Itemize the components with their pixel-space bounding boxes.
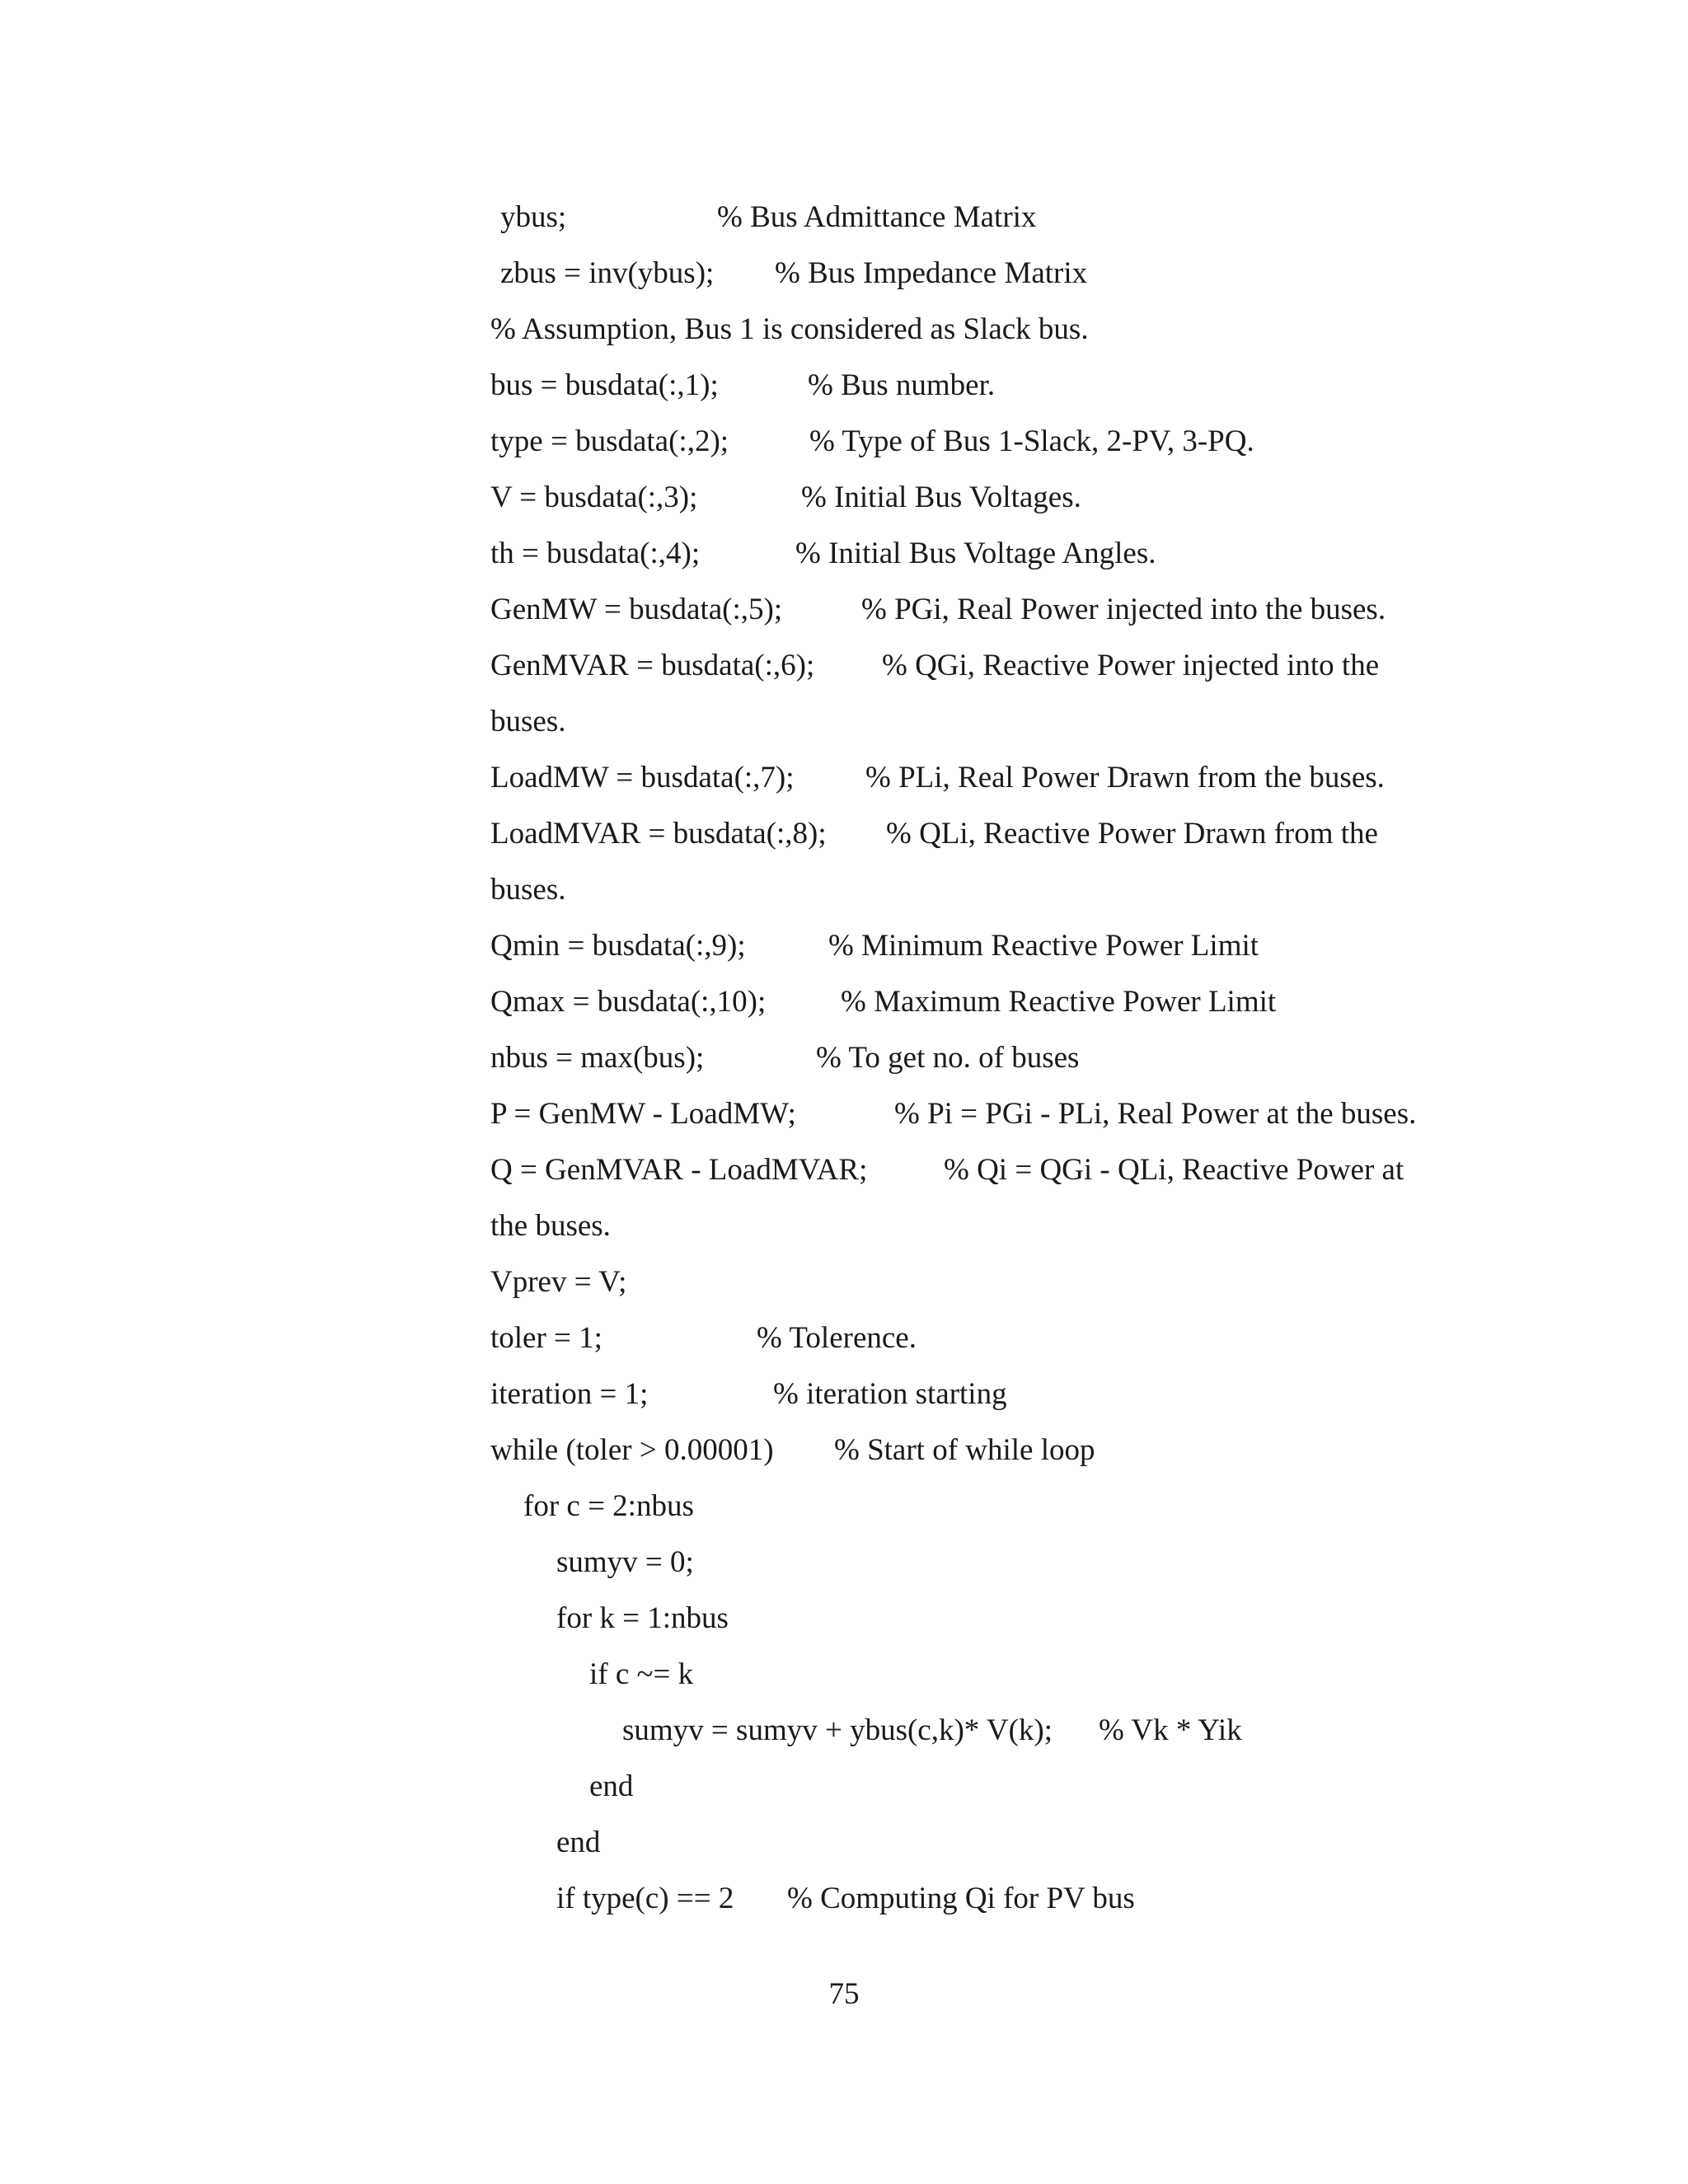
code-comment: % PLi, Real Power Drawn from the buses. bbox=[865, 761, 1385, 794]
code-comment: % Vk * Yik bbox=[1099, 1713, 1242, 1747]
code-comment: % Initial Bus Voltages. bbox=[801, 480, 1081, 514]
code-comment: % Type of Bus 1-Slack, 2-PV, 3-PQ. bbox=[809, 424, 1254, 458]
code-text: sumyv = sumyv + ybus(c,k)* V(k); bbox=[622, 1713, 1053, 1747]
code-text: nbus = max(bus); bbox=[490, 1041, 705, 1075]
code-text: sumyv = 0; bbox=[556, 1545, 694, 1579]
code-text: Vprev = V; bbox=[490, 1265, 627, 1299]
code-text: GenMVAR = busdata(:,6); bbox=[490, 649, 815, 682]
code-comment: % Bus Impedance Matrix bbox=[775, 256, 1088, 290]
code-comment: % PGi, Real Power injected into the buses. bbox=[861, 593, 1386, 626]
code-text: type = busdata(:,2); bbox=[490, 424, 729, 458]
code-comment: % Pi = PGi - PLi, Real Power at the buses. bbox=[894, 1097, 1417, 1131]
code-comment: % iteration starting bbox=[773, 1377, 1007, 1411]
code-text: while (toler > 0.00001) bbox=[490, 1433, 774, 1467]
code-text: iteration = 1; bbox=[490, 1377, 649, 1411]
code-text: Qmax = busdata(:,10); bbox=[490, 985, 767, 1019]
code-text: GenMW = busdata(:,5); bbox=[490, 593, 783, 626]
code-comment: % Start of while loop bbox=[834, 1433, 1095, 1467]
code-comment: % Maximum Reactive Power Limit bbox=[841, 985, 1277, 1019]
code-text: % Assumption, Bus 1 is considered as Slack bus. bbox=[490, 312, 1089, 346]
code-text: the buses. bbox=[490, 1209, 611, 1243]
code-text: th = busdata(:,4); bbox=[490, 537, 701, 570]
code-comment: % Tolerence. bbox=[757, 1321, 917, 1355]
code-comment: % Qi = QGi - QLi, Reactive Power at bbox=[944, 1153, 1404, 1187]
code-comment: % Bus Admittance Matrix bbox=[717, 200, 1037, 234]
code-text: bus = busdata(:,1); bbox=[490, 368, 719, 402]
code-comment: % QGi, Reactive Power injected into the bbox=[882, 649, 1380, 682]
code-text: zbus = inv(ybus); bbox=[500, 256, 715, 290]
code-text: V = busdata(:,3); bbox=[490, 480, 698, 514]
code-comment: % QLi, Reactive Power Drawn from the bbox=[886, 817, 1378, 851]
code-comment: % Minimum Reactive Power Limit bbox=[828, 929, 1259, 963]
code-text: end bbox=[589, 1769, 634, 1803]
code-text: LoadMVAR = busdata(:,8); bbox=[490, 817, 827, 851]
code-text: for k = 1:nbus bbox=[556, 1601, 729, 1635]
code-text: for c = 2:nbus bbox=[523, 1489, 694, 1523]
code-comment: % Computing Qi for PV bus bbox=[787, 1882, 1135, 1915]
code-comment: % Bus number. bbox=[808, 368, 996, 402]
page-number: 75 bbox=[828, 1977, 860, 2011]
code-comment: % To get no. of buses bbox=[816, 1041, 1080, 1075]
code-text: end bbox=[556, 1825, 601, 1859]
code-text: if c ~= k bbox=[589, 1657, 694, 1691]
code-text: Q = GenMVAR - LoadMVAR; bbox=[490, 1153, 868, 1187]
code-text: toler = 1; bbox=[490, 1321, 603, 1355]
code-text: LoadMW = busdata(:,7); bbox=[490, 761, 795, 794]
code-text: P = GenMW - LoadMW; bbox=[490, 1097, 796, 1131]
code-text: buses. bbox=[490, 705, 566, 738]
code-comment: % Initial Bus Voltage Angles. bbox=[795, 537, 1156, 570]
code-text: buses. bbox=[490, 873, 566, 907]
code-text: Qmin = busdata(:,9); bbox=[490, 929, 746, 963]
code-text: if type(c) == 2 bbox=[556, 1882, 734, 1915]
code-text: ybus; bbox=[500, 200, 567, 234]
